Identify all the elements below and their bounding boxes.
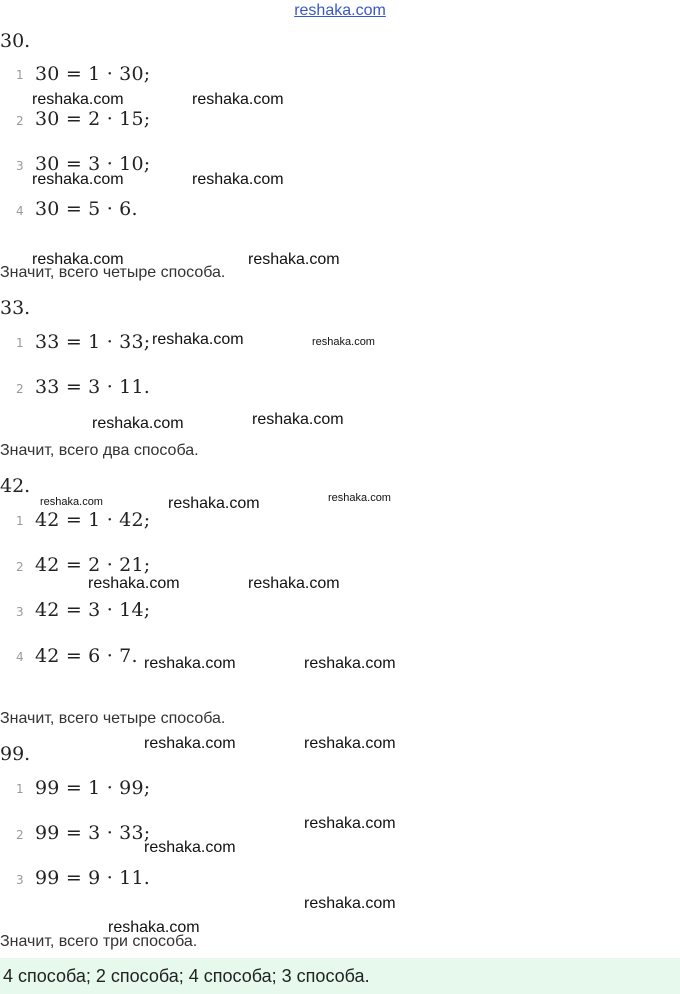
line-number: 2 [16,560,24,574]
conclusion-text: Значит, всего четыре способа. [0,264,226,281]
watermark: reshaka.com [88,575,180,592]
watermark: reshaka.com [144,735,236,752]
line-number: 2 [16,828,24,842]
equation: 99 = 1 · 99; [35,777,151,799]
watermark: reshaka.com [152,331,244,348]
line-number: 3 [16,159,24,173]
equation: 33 = 3 · 11. [35,376,150,398]
watermark: reshaka.com [192,171,284,188]
problem-number: 30. [0,30,31,52]
watermark: reshaka.com [192,91,284,108]
line-number: 1 [16,514,24,528]
problem-number: 33. [0,297,31,319]
watermark: reshaka.com [32,171,124,188]
site-header-link[interactable]: reshaka.com [294,2,386,19]
watermark: reshaka.com [92,415,184,432]
watermark: reshaka.com [304,815,396,832]
watermark: reshaka.com [32,251,124,268]
line-number: 3 [16,873,24,887]
conclusion-text: Значит, всего четыре способа. [0,710,226,727]
watermark: reshaka.com [248,251,340,268]
equation: 99 = 3 · 33; [35,822,151,844]
problem-number: 99. [0,743,31,765]
equation: 30 = 2 · 15; [35,108,151,130]
watermark: reshaka.com [144,839,236,856]
line-number: 3 [16,605,24,619]
line-number: 1 [16,68,24,82]
equation: 30 = 1 · 30; [35,63,151,85]
answer-bar [0,958,680,994]
line-number: 1 [16,336,24,350]
watermark: reshaka.com [328,492,391,504]
equation: 99 = 9 · 11. [35,867,150,889]
problem-number: 42. [0,475,31,497]
equation: 42 = 3 · 14; [35,599,151,621]
conclusion-text: Значит, всего три способа. [0,933,198,950]
equation: 30 = 3 · 10; [35,153,151,175]
line-number: 4 [16,650,24,664]
line-number: 2 [16,382,24,396]
watermark: reshaka.com [108,919,200,936]
watermark: reshaka.com [168,495,260,512]
watermark: reshaka.com [32,91,124,108]
watermark: reshaka.com [304,735,396,752]
line-number: 2 [16,114,24,128]
equation: 30 = 5 · 6. [35,198,138,220]
watermark: reshaka.com [304,895,396,912]
watermark: reshaka.com [252,411,344,428]
answer-text: 4 способа; 2 способа; 4 способа; 3 способа. [3,966,370,986]
watermark: reshaka.com [40,496,103,508]
watermark: reshaka.com [312,336,375,348]
watermark: reshaka.com [144,655,236,672]
equation: 42 = 2 · 21; [35,554,151,576]
equation: 42 = 1 · 42; [35,509,151,531]
line-number: 4 [16,204,24,218]
conclusion-text: Значит, всего два способа. [0,442,199,459]
line-number: 1 [16,782,24,796]
equation: 42 = 6 · 7. [35,645,138,667]
watermark: reshaka.com [248,575,340,592]
watermark: reshaka.com [304,655,396,672]
equation: 33 = 1 · 33; [35,331,151,353]
